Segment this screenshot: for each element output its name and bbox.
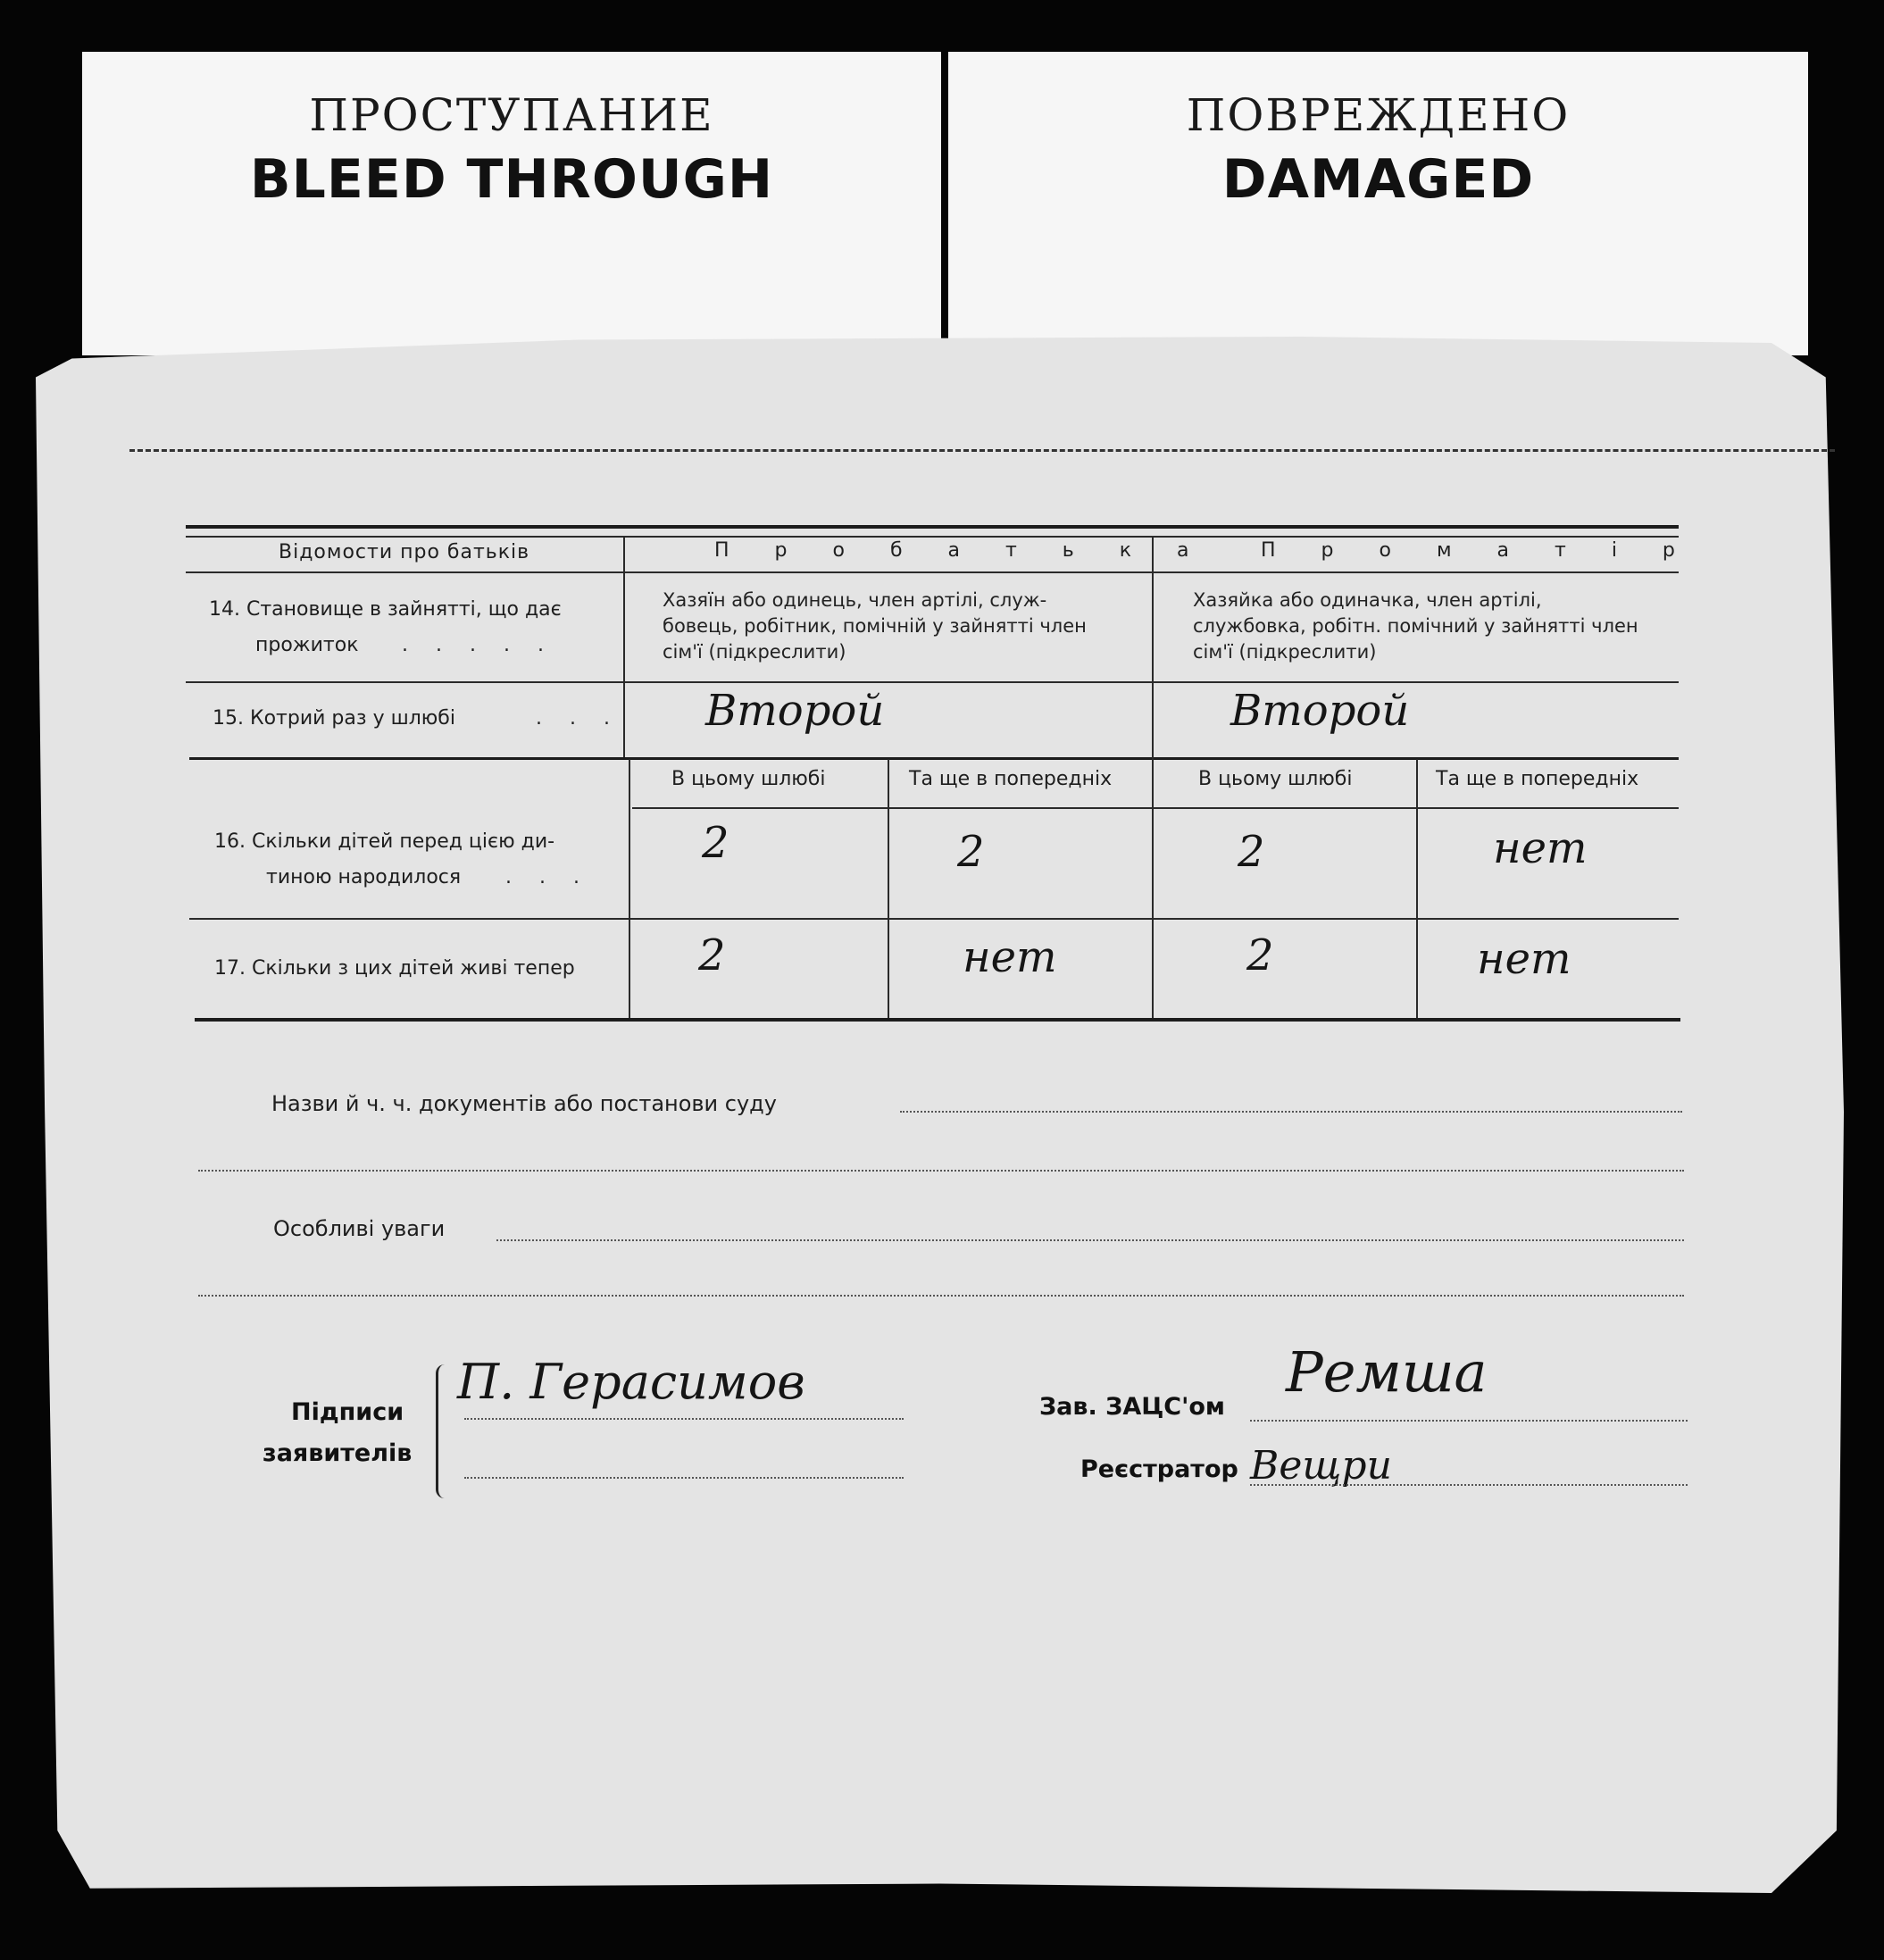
table-bottom-rule: [195, 1018, 1680, 1022]
header-parents-info: Відомости про батьків: [279, 541, 530, 563]
col-divider-mother-sub: [1416, 759, 1418, 1018]
row14-mother-options: Хазяйка або одиначка, член артілі, службовка, робітн. помічний у зайнятті член сім'ї (підкреслити): [1193, 589, 1638, 663]
row17-mother-current: 2: [1246, 930, 1274, 980]
row17-mother-previous: нет: [1477, 934, 1571, 984]
subheader-father-current: В цьому шлюбі: [671, 768, 826, 790]
table-top-rule: [186, 525, 1679, 529]
damaged-label: [948, 52, 1808, 355]
applicants-brace: [436, 1364, 451, 1498]
row16-father-previous: 2: [957, 827, 985, 877]
head-sign-line: [1250, 1420, 1688, 1422]
registrar-sign-line: [1250, 1484, 1688, 1486]
row15-father-value: Второй: [705, 686, 885, 736]
documents-label: Назви й ч. ч. документів або постанови суду: [271, 1091, 777, 1116]
subheader-bottom-rule: [632, 807, 1679, 809]
subheader-mother-current: В цьому шлюбі: [1198, 768, 1353, 790]
row16-mother-current: 2: [1238, 827, 1265, 877]
row16-label-cont: тиною народилося: [266, 866, 462, 888]
applicant-sign-line-2: [464, 1477, 904, 1479]
applicant-sign-line-1: [464, 1418, 904, 1420]
bleed-through-ru: ПРОСТУПАНИЕ: [309, 89, 714, 141]
documents-line-2: [198, 1170, 1684, 1172]
row17-label: 17. Скільки з цих дітей живі тепер: [214, 957, 575, 980]
remarks-line-1: [496, 1239, 1684, 1241]
row16-father-current: 2: [702, 818, 729, 868]
remarks-label: Особливі уваги: [273, 1216, 446, 1241]
row17-father-current: 2: [698, 930, 726, 980]
row17-father-previous: нет: [963, 932, 1057, 982]
row14-label: 14. Становище в зайнятті, що дає: [209, 598, 562, 621]
col-divider-1a: [623, 536, 625, 757]
damaged-ru: ПОВРЕЖДЕНО: [1186, 89, 1571, 141]
registrar-label: Реєстратор: [1080, 1455, 1238, 1483]
head-zags-signature: Ремша: [1286, 1339, 1488, 1405]
documents-line-1: [900, 1111, 1682, 1113]
damaged-en: DAMAGED: [1221, 148, 1535, 211]
bleed-through-en: BLEED THROUGH: [249, 148, 774, 211]
col-divider-2: [1152, 536, 1154, 1018]
header-mother: П р о м а т і р: [1261, 539, 1695, 562]
subheader-mother-previous: Та ще в попередніх: [1436, 768, 1639, 790]
registrar-signature: Вещри: [1250, 1443, 1392, 1489]
row14-bottom-rule: [186, 681, 1679, 683]
head-zags-label: Зав. ЗАЦС'ом: [1039, 1393, 1225, 1421]
row14-father-options: Хазяїн або одинець, член артілі, служ- бовець, робітник, помічній у зайнятті член сім'ї (підкреслити): [663, 589, 1087, 663]
col-divider-1b: [629, 759, 630, 1018]
row15-dots: . . .: [536, 707, 621, 730]
col-divider-father-sub: [888, 759, 889, 1018]
remarks-line-2: [198, 1295, 1684, 1297]
subheader-father-previous: Та ще в попередніх: [909, 768, 1113, 790]
header-bottom-rule: [186, 571, 1679, 573]
row16-dots: . . .: [505, 866, 590, 888]
row16-mother-previous: нет: [1493, 823, 1588, 873]
header-father: П р о б а т ь к а: [714, 539, 1209, 562]
applicants-label-cont: заявителів: [263, 1439, 413, 1467]
row15-mother-value: Второй: [1230, 686, 1410, 736]
table-top-rule-thin: [186, 536, 1679, 538]
applicants-label: Підписи: [291, 1398, 404, 1426]
bleed-through-label: [82, 52, 941, 355]
row16-bottom-rule: [189, 918, 1679, 920]
row14-label-cont: прожиток: [255, 634, 359, 656]
applicant-signature: П. Герасимов: [457, 1354, 805, 1410]
row14-dots: . . . . .: [402, 634, 554, 656]
row16-label: 16. Скільки дітей перед цією ди-: [214, 830, 555, 853]
perforation-line: [129, 449, 1835, 452]
row15-label: 15. Котрий раз у шлюбі: [213, 707, 455, 730]
row15-bottom-rule: [189, 757, 1679, 760]
